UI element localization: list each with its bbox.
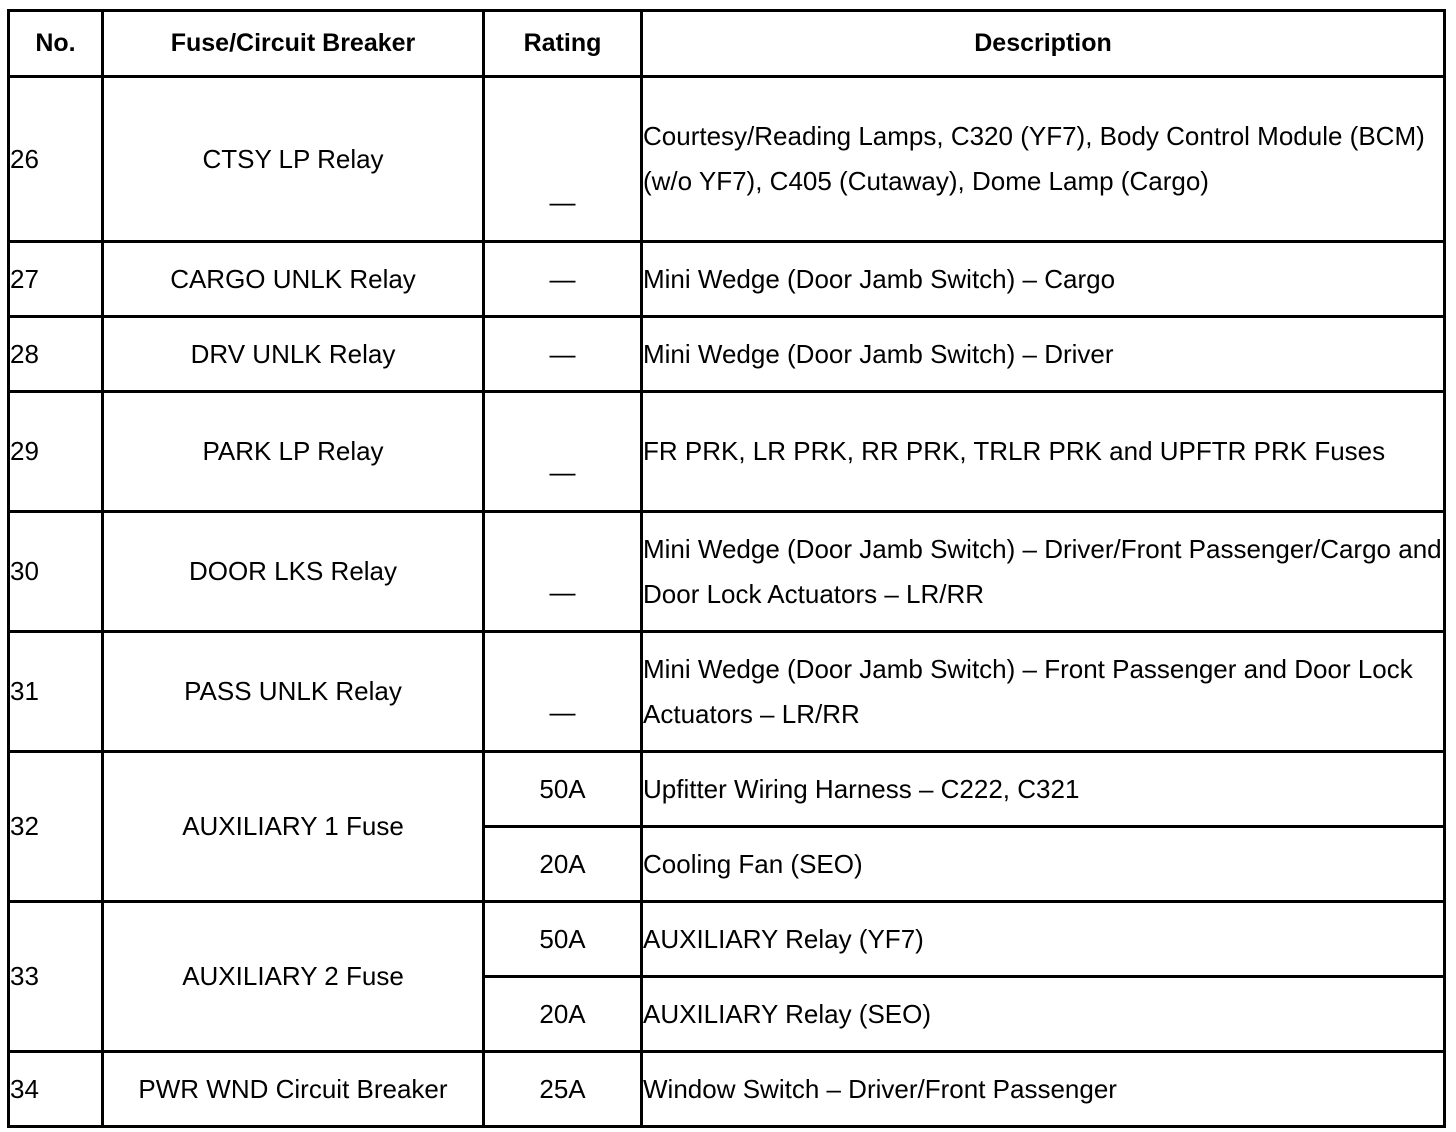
fuse-name: PASS UNLK Relay (103, 632, 484, 752)
table-row (9, 1052, 1445, 1127)
fuse-rating: 50A (484, 902, 642, 977)
fuse-name: PWR WND Circuit Breaker (103, 1052, 484, 1127)
header-fuse: Fuse/Circuit Breaker (103, 11, 484, 77)
fuse-name: AUXILIARY 1 Fuse (103, 752, 484, 902)
fuse-number: 31 (9, 632, 103, 752)
fuse-rating: — (484, 512, 642, 632)
fuse-description: Window Switch – Driver/Front Passenger (642, 1052, 1445, 1127)
fuse-number: 26 (9, 77, 103, 242)
fuse-description: Upfitter Wiring Harness – C222, C321 (642, 752, 1445, 827)
table-row (9, 77, 1445, 242)
fuse-name: CARGO UNLK Relay (103, 242, 484, 317)
table-header-row (9, 11, 1445, 77)
table-row (9, 392, 1445, 512)
fuse-table (7, 9, 1446, 1128)
table-row (9, 317, 1445, 392)
fuse-number: 34 (9, 1052, 103, 1127)
fuse-number: 33 (9, 902, 103, 1052)
table-row (9, 902, 1445, 977)
fuse-rating: 20A (484, 977, 642, 1052)
fuse-description: Mini Wedge (Door Jamb Switch) – Driver (642, 317, 1445, 392)
fuse-name: CTSY LP Relay (103, 77, 484, 242)
fuse-description: Mini Wedge (Door Jamb Switch) – Front Passenger and Door Lock Actuators – LR/RR (642, 632, 1445, 752)
fuse-rating: — (484, 77, 642, 242)
header-description: Description (642, 11, 1445, 77)
fuse-description: Mini Wedge (Door Jamb Switch) – Cargo (642, 242, 1445, 317)
fuse-rating: 50A (484, 752, 642, 827)
fuse-rating: — (484, 242, 642, 317)
fuse-description: Cooling Fan (SEO) (642, 827, 1445, 902)
fuse-name: DOOR LKS Relay (103, 512, 484, 632)
fuse-description: AUXILIARY Relay (SEO) (642, 977, 1445, 1052)
fuse-description: Courtesy/Reading Lamps, C320 (YF7), Body Control Module (BCM) (w/o YF7), C405 (Cutaway), Dome Lamp (Cargo) (642, 77, 1445, 242)
fuse-rating: — (484, 392, 642, 512)
fuse-number: 28 (9, 317, 103, 392)
table-row (9, 752, 1445, 827)
table-row (9, 512, 1445, 632)
fuse-rating: 25A (484, 1052, 642, 1127)
fuse-rating: 20A (484, 827, 642, 902)
fuse-number: 30 (9, 512, 103, 632)
fuse-name: DRV UNLK Relay (103, 317, 484, 392)
header-rating: Rating (484, 11, 642, 77)
fuse-description: AUXILIARY Relay (YF7) (642, 902, 1445, 977)
table-row (9, 242, 1445, 317)
fuse-rating: — (484, 632, 642, 752)
fuse-name: PARK LP Relay (103, 392, 484, 512)
header-no: No. (9, 11, 103, 77)
fuse-name: AUXILIARY 2 Fuse (103, 902, 484, 1052)
fuse-rating: — (484, 317, 642, 392)
fuse-number: 32 (9, 752, 103, 902)
fuse-number: 29 (9, 392, 103, 512)
fuse-number: 27 (9, 242, 103, 317)
fuse-description: FR PRK, LR PRK, RR PRK, TRLR PRK and UPFTR PRK Fuses (642, 392, 1445, 512)
table-row (9, 632, 1445, 752)
fuse-description: Mini Wedge (Door Jamb Switch) – Driver/Front Passenger/Cargo and Door Lock Actuators – LR/RR (642, 512, 1445, 632)
